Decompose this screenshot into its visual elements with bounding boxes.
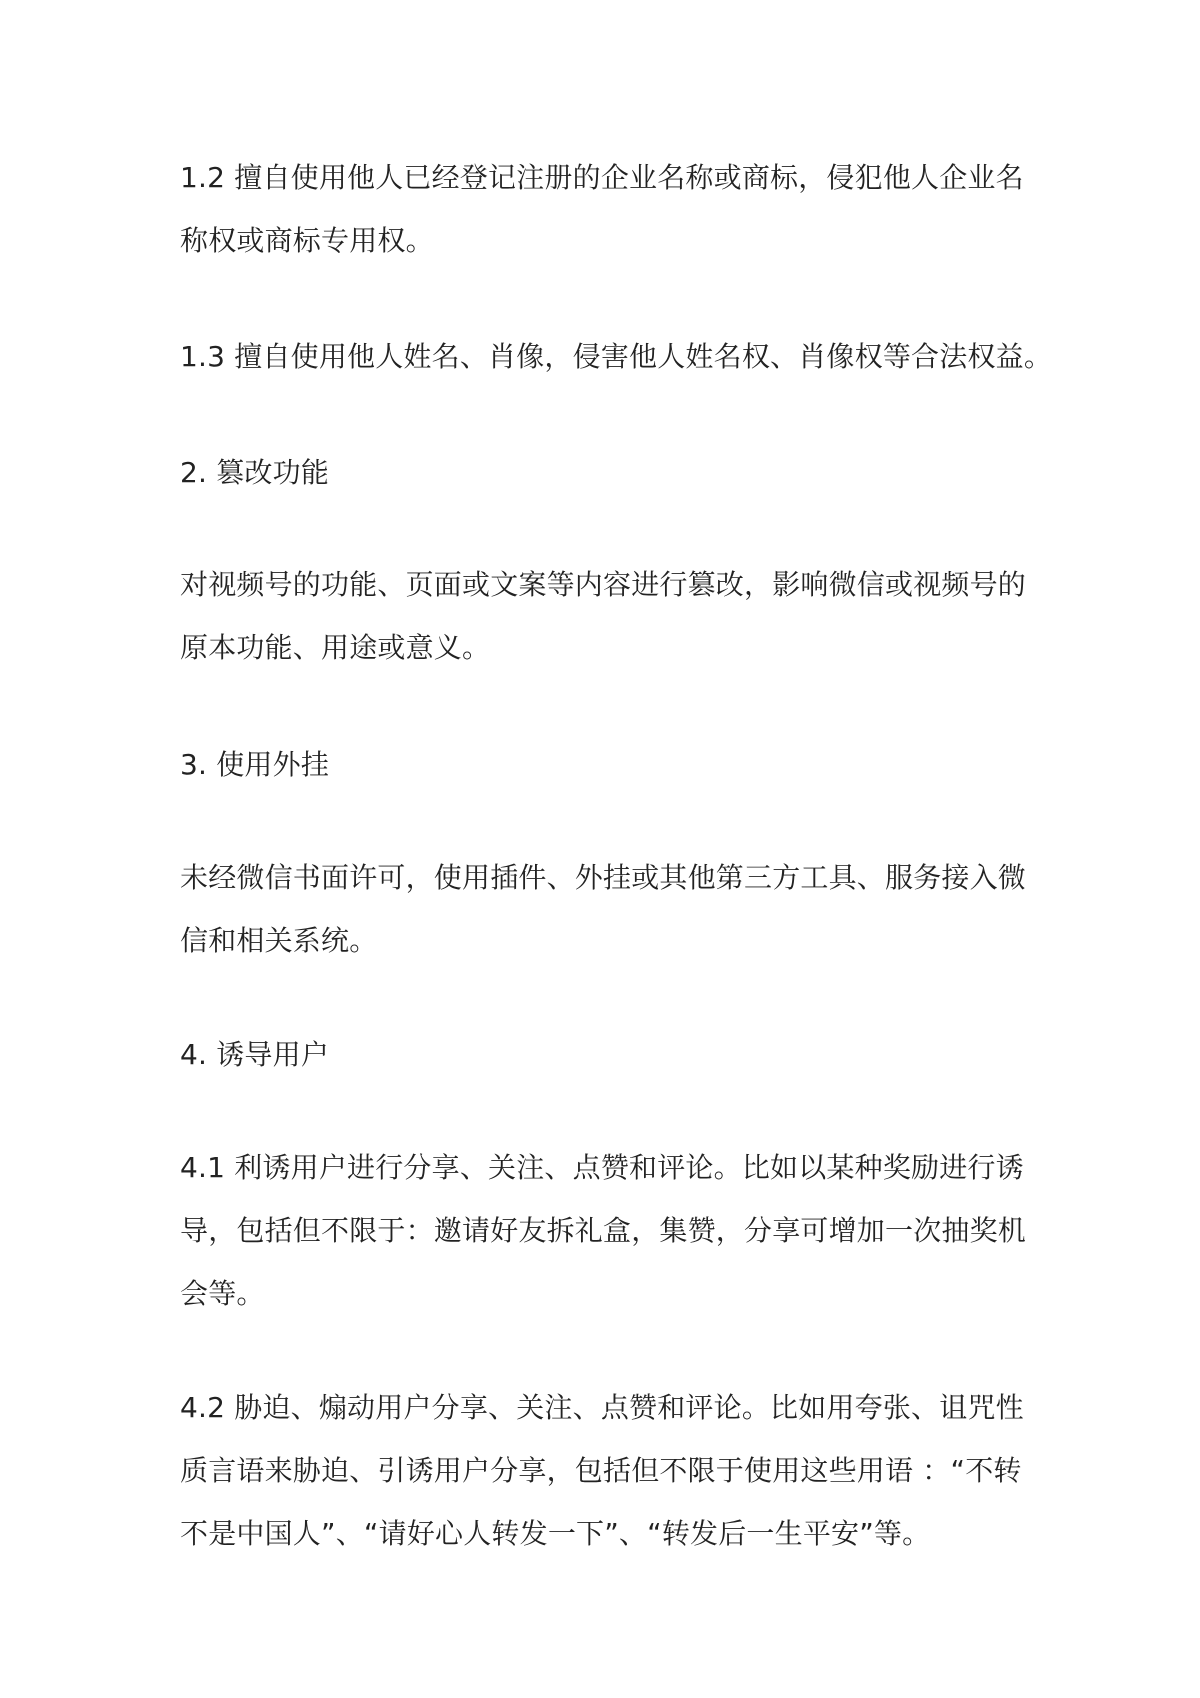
paragraph-line: 未经微信书面许可，使用插件、外挂或其他第三方工具、服务接入微 (180, 861, 1027, 894)
heading-line: 4. 诱导用户 (180, 1038, 330, 1071)
paragraph-line: 会等。 (180, 1277, 265, 1310)
section-heading-4 (180, 1023, 1040, 1086)
paragraph-line: 信和相关系统。 (180, 924, 378, 957)
paragraph-1-3 (180, 325, 1053, 388)
paragraph-line: 对视频号的功能、页面或文案等内容进行篡改，影响微信或视频号的 (180, 568, 1027, 601)
section-heading-2 (180, 441, 1040, 504)
paragraph-line: 1.3 擅自使用他人姓名、肖像，侵害他人姓名权、肖像权等合法权益。 (180, 340, 1053, 373)
paragraph-2 (180, 553, 1040, 679)
paragraph-3 (180, 846, 1040, 972)
paragraph-line: 4.1 利诱用户进行分享、关注、点赞和评论。比如以某种奖励进行诱 (180, 1151, 1024, 1184)
paragraph-line: 不是中国人”、“请好心人转发一下”、“转发后一生平安”等。 (180, 1517, 931, 1550)
paragraph-line: 导，包括但不限于：邀请好友拆礼盒，集赞，分享可增加一次抽奖机 (180, 1214, 1027, 1247)
section-heading-3 (180, 733, 1040, 796)
paragraph-4-1 (180, 1136, 1040, 1325)
heading-line: 2. 篡改功能 (180, 456, 330, 489)
paragraph-line: 质言语来胁迫、引诱用户分享，包括但不限于使用这些用语 ：“不转 (180, 1454, 1022, 1487)
paragraph-line: 1.2 擅自使用他人已经登记注册的企业名称或商标，侵犯他人企业名 (180, 161, 1024, 194)
paragraph-line: 4.2 胁迫、煽动用户分享、关注、点赞和评论。比如用夸张、诅咒性 (180, 1391, 1024, 1424)
paragraph-4-2 (180, 1376, 1040, 1565)
paragraph-line: 称权或商标专用权。 (180, 224, 434, 257)
heading-line: 3. 使用外挂 (180, 748, 330, 781)
paragraph-line: 原本功能、用途或意义。 (180, 631, 491, 664)
paragraph-1-2 (180, 146, 1040, 272)
